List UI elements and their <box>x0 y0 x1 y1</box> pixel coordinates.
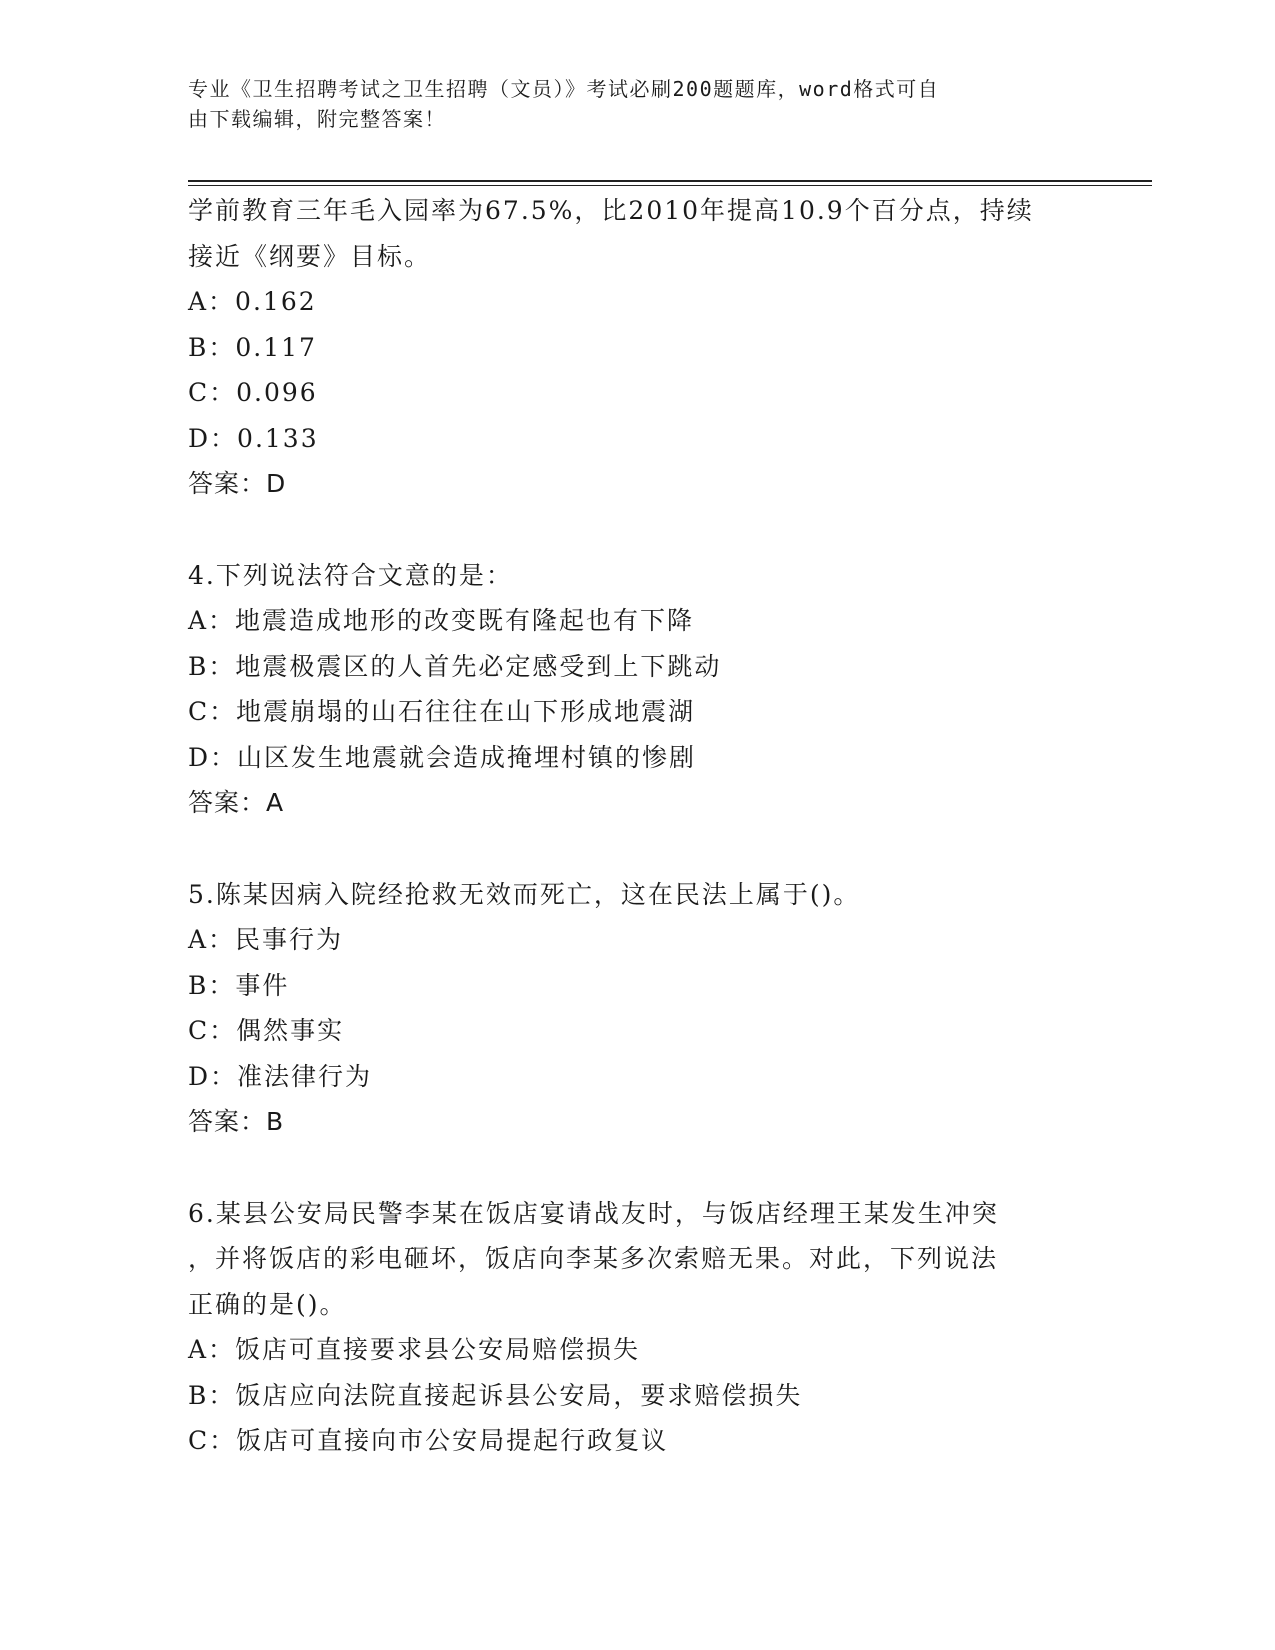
option-c: C：饭店可直接向市公安局提起行政复议 <box>188 1426 669 1455</box>
option-b: B：地震极震区的人首先必定感受到上下跳动 <box>188 651 722 681</box>
option-c: C：偶然事实 <box>188 1016 345 1045</box>
option-a: A：地震造成地形的改变既有隆起也有下降 <box>188 606 695 635</box>
option-b: B：事件 <box>188 970 290 1000</box>
option-d: D：山区发生地震就会造成掩埋村镇的惨剧 <box>188 742 697 772</box>
question-stem-line: 接近《纲要》目标。 <box>188 241 432 271</box>
answer-line: 答案：B <box>188 1107 285 1136</box>
question-6 <box>188 1191 1088 1464</box>
option-b: B：饭店应向法院直接起诉县公安局，要求赔偿损失 <box>188 1380 803 1410</box>
answer-line: 答案：A <box>188 788 285 817</box>
question-stem-line: 学前教育三年毛入园率为67.5%，比2010年提高10.9个百分点，持续 <box>188 196 1034 225</box>
option-c: C：0.096 <box>188 378 318 407</box>
question-stem-line: 4.下列说法符合文意的是： <box>188 560 513 590</box>
option-b: B：0.117 <box>188 332 317 362</box>
document-body <box>188 188 1088 1464</box>
question-gap <box>188 826 1088 872</box>
question-stem-line: ，并将饭店的彩电砸坏，饭店向李某多次索赔无果。对此，下列说法 <box>188 1244 999 1273</box>
question-4 <box>188 553 1088 826</box>
question-stem-line: 6.某县公安局民警李某在饭店宴请战友时，与饭店经理王某发生冲突 <box>188 1198 999 1228</box>
option-c: C：地震崩塌的山石往往在山下形成地震湖 <box>188 697 696 726</box>
header-rule-thin <box>188 185 1152 186</box>
question-gap <box>188 507 1088 553</box>
question-5 <box>188 872 1088 1145</box>
option-a: A：饭店可直接要求县公安局赔偿损失 <box>188 1335 641 1364</box>
option-d: D：0.133 <box>188 423 319 453</box>
question-gap <box>188 1145 1088 1191</box>
header-rule-thick <box>188 180 1152 182</box>
question-stem-line: 5.陈某因病入院经抢救无效而死亡，这在民法上属于()。 <box>188 879 861 909</box>
document-header <box>188 74 1068 134</box>
option-a: A：民事行为 <box>188 925 344 954</box>
option-d: D：准法律行为 <box>188 1061 373 1091</box>
header-line-1: 专业《卫生招聘考试之卫生招聘（文员）》考试必刷200题题库，word格式可自 <box>188 77 940 101</box>
question-3 <box>188 188 1088 507</box>
question-stem-line: 正确的是()。 <box>188 1289 347 1319</box>
option-a: A：0.162 <box>188 287 317 316</box>
header-line-2: 由下载编辑，附完整答案！ <box>188 107 446 131</box>
answer-line: 答案：D <box>188 469 287 498</box>
